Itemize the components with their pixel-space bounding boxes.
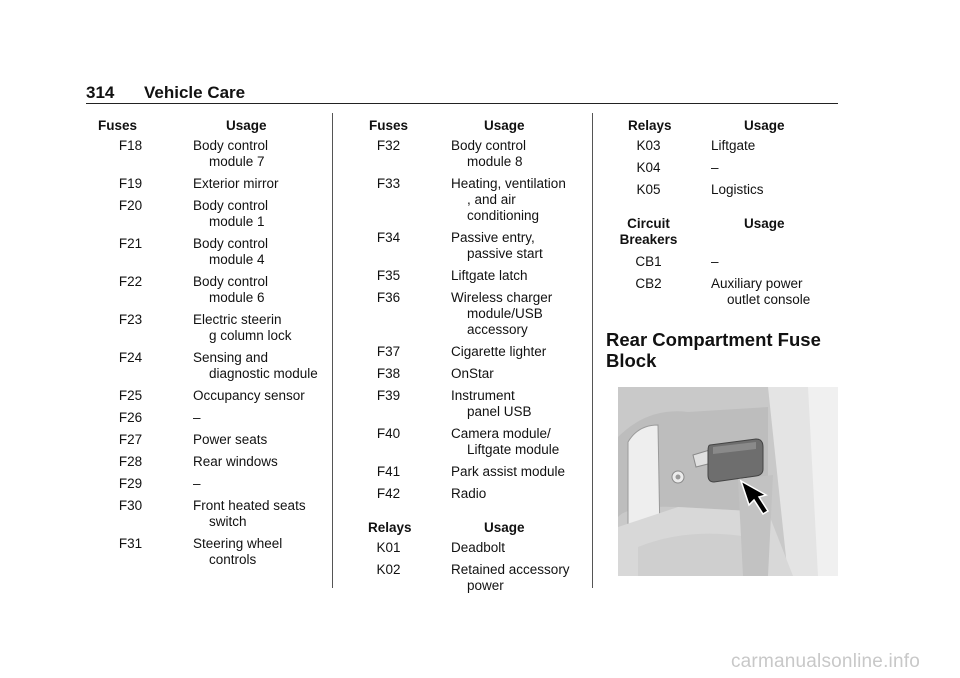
row-code: K04 — [636, 160, 661, 175]
table-row — [98, 138, 323, 170]
relays-table-header — [356, 520, 581, 540]
row-usage-text: Park assist module — [451, 464, 566, 479]
row-code: F29 — [118, 476, 143, 491]
row-usage — [163, 350, 318, 382]
table-row — [356, 230, 581, 262]
table-row — [356, 344, 581, 360]
row-code: F28 — [118, 454, 143, 469]
row-usage-text: Liftgate latch — [451, 268, 528, 283]
relays-header: Relays — [628, 118, 672, 133]
row-code: F31 — [118, 536, 143, 551]
table-header — [98, 118, 323, 138]
usage-header: Usage — [744, 118, 785, 133]
row-usage — [681, 182, 764, 198]
row-usage — [163, 476, 209, 492]
fuse-table-2 — [356, 118, 581, 600]
row-usage-text: Heating, ventilation , and air conditioning — [451, 176, 566, 223]
row-code: F34 — [376, 230, 401, 245]
row-code: F33 — [376, 176, 401, 191]
table-row — [98, 498, 323, 530]
table-row — [356, 562, 581, 594]
row-usage — [163, 536, 282, 568]
row-code: F19 — [118, 176, 143, 191]
rear-compartment-fuse-block-image — [618, 387, 838, 576]
row-usage — [163, 274, 268, 306]
circuit-breakers-header: Circuit Breakers — [619, 216, 678, 247]
row-code: F20 — [118, 198, 143, 213]
row-usage — [421, 540, 505, 556]
row-usage — [421, 464, 565, 480]
table-row — [98, 410, 323, 426]
row-usage-text: Body control module 7 — [193, 138, 269, 169]
row-usage — [421, 562, 570, 594]
row-usage-text: – — [711, 254, 719, 269]
row-usage-text: Power seats — [193, 432, 268, 447]
row-usage — [421, 486, 486, 502]
table-row — [356, 290, 581, 338]
row-code: F35 — [376, 268, 401, 283]
row-usage-text: Liftgate — [711, 138, 756, 153]
row-code: F22 — [118, 274, 143, 289]
table-row — [98, 312, 323, 344]
row-usage-text: Sensing and diagnostic module — [193, 350, 318, 381]
row-code: F26 — [118, 410, 143, 425]
table-row — [98, 176, 323, 192]
row-usage-text: Front heated seats switch — [193, 498, 306, 529]
row-usage-text: Body control module 6 — [193, 274, 269, 305]
row-usage — [421, 230, 543, 262]
relays-table-header — [616, 118, 841, 138]
row-usage — [421, 268, 528, 284]
row-usage-text: Electric steerin g column lock — [193, 312, 292, 343]
row-usage — [163, 138, 268, 170]
page-header — [86, 83, 838, 104]
row-code: K03 — [636, 138, 661, 153]
relays-header: Relays — [368, 520, 412, 535]
section-title: Rear Compartment Fuse Block — [606, 329, 821, 371]
row-usage — [421, 138, 526, 170]
row-code: F21 — [118, 236, 143, 251]
row-usage — [163, 236, 268, 268]
row-usage — [421, 176, 581, 224]
row-code: CB2 — [635, 276, 662, 291]
row-usage — [681, 276, 810, 308]
row-usage — [163, 198, 268, 230]
row-usage-text: Wireless charger module/USB accessory — [451, 290, 553, 337]
row-code: F38 — [376, 366, 401, 381]
row-code: F37 — [376, 344, 401, 359]
row-code: F25 — [118, 388, 143, 403]
row-usage-text: Body control module 4 — [193, 236, 269, 267]
row-code: F41 — [376, 464, 401, 479]
row-usage-text: Retained accessory power — [451, 562, 570, 593]
row-code: CB1 — [635, 254, 662, 269]
page-title: Vehicle Care — [144, 83, 246, 102]
row-usage-text: Deadbolt — [451, 540, 506, 555]
row-code: F40 — [376, 426, 401, 441]
row-code: F23 — [118, 312, 143, 327]
row-usage-text: Logistics — [711, 182, 764, 197]
row-usage — [163, 498, 306, 530]
table-row — [356, 540, 581, 556]
row-code: F27 — [118, 432, 143, 447]
relay-table-3 — [616, 118, 841, 314]
row-code: F32 — [376, 138, 401, 153]
row-code: F39 — [376, 388, 401, 403]
fuses-header: Fuses — [369, 118, 409, 133]
row-usage — [681, 160, 727, 176]
table-row — [616, 276, 841, 308]
watermark: carmanualsonline.info — [730, 651, 920, 672]
fuses-header: Fuses — [98, 118, 138, 133]
table-row — [356, 388, 581, 420]
usage-header: Usage — [744, 216, 785, 231]
table-row — [98, 454, 323, 470]
table-row — [356, 268, 581, 284]
row-code: K02 — [376, 562, 401, 577]
fuse-table-1 — [98, 118, 323, 574]
usage-header: Usage — [484, 520, 525, 535]
row-code: F30 — [118, 498, 143, 513]
row-usage-text: Body control module 1 — [193, 198, 269, 229]
usage-header: Usage — [226, 118, 267, 133]
row-usage-text: Rear windows — [193, 454, 278, 469]
row-usage — [421, 426, 559, 458]
row-usage-text: Body control module 8 — [451, 138, 527, 169]
row-usage-text: Auxiliary power outlet console — [711, 276, 811, 307]
table-row — [98, 476, 323, 492]
row-usage-text: Instrument panel USB — [451, 388, 532, 419]
row-usage-text: – — [193, 476, 201, 491]
row-usage — [163, 176, 279, 192]
table-row — [98, 274, 323, 306]
row-usage — [681, 138, 755, 154]
row-usage-text: Exterior mirror — [193, 176, 279, 191]
table-row — [356, 486, 581, 502]
table-row — [356, 426, 581, 458]
row-usage — [163, 410, 209, 426]
table-row — [98, 432, 323, 448]
table-header — [356, 118, 581, 138]
row-code: F42 — [376, 486, 401, 501]
table-row — [98, 198, 323, 230]
row-code: K05 — [636, 182, 661, 197]
row-usage-text: Occupancy sensor — [193, 388, 305, 403]
row-usage — [421, 344, 546, 360]
breakers-table-header — [616, 216, 841, 254]
table-row — [356, 138, 581, 170]
row-code: F36 — [376, 290, 401, 305]
row-usage-text: Passive entry, passive start — [451, 230, 543, 261]
row-usage-text: Cigarette lighter — [451, 344, 547, 359]
row-usage-text: – — [193, 410, 201, 425]
row-usage — [421, 388, 532, 420]
table-row — [98, 536, 323, 568]
table-row — [98, 388, 323, 404]
row-usage-text: OnStar — [451, 366, 494, 381]
row-usage-text: Camera module/ Liftgate module — [451, 426, 560, 457]
usage-header: Usage — [484, 118, 525, 133]
column-divider — [332, 113, 333, 588]
table-row — [616, 138, 841, 154]
table-row — [356, 176, 581, 224]
table-row — [616, 254, 841, 270]
column-divider — [592, 113, 593, 588]
table-row — [98, 350, 323, 382]
page-number: 314 — [86, 83, 115, 102]
table-row — [98, 236, 323, 268]
table-row — [616, 160, 841, 176]
row-usage-text: Steering wheel controls — [193, 536, 283, 567]
row-usage-text: Radio — [451, 486, 487, 501]
row-usage — [681, 254, 727, 270]
row-usage — [163, 388, 305, 404]
row-usage — [163, 312, 292, 344]
row-code: F24 — [118, 350, 143, 365]
table-row — [356, 366, 581, 382]
row-usage — [163, 454, 278, 470]
table-row — [356, 464, 581, 480]
row-usage — [421, 366, 494, 382]
table-row — [616, 182, 841, 198]
row-usage-text: – — [711, 160, 719, 175]
row-usage — [421, 290, 581, 338]
row-usage — [163, 432, 267, 448]
row-code: F18 — [118, 138, 143, 153]
row-code: K01 — [376, 540, 401, 555]
